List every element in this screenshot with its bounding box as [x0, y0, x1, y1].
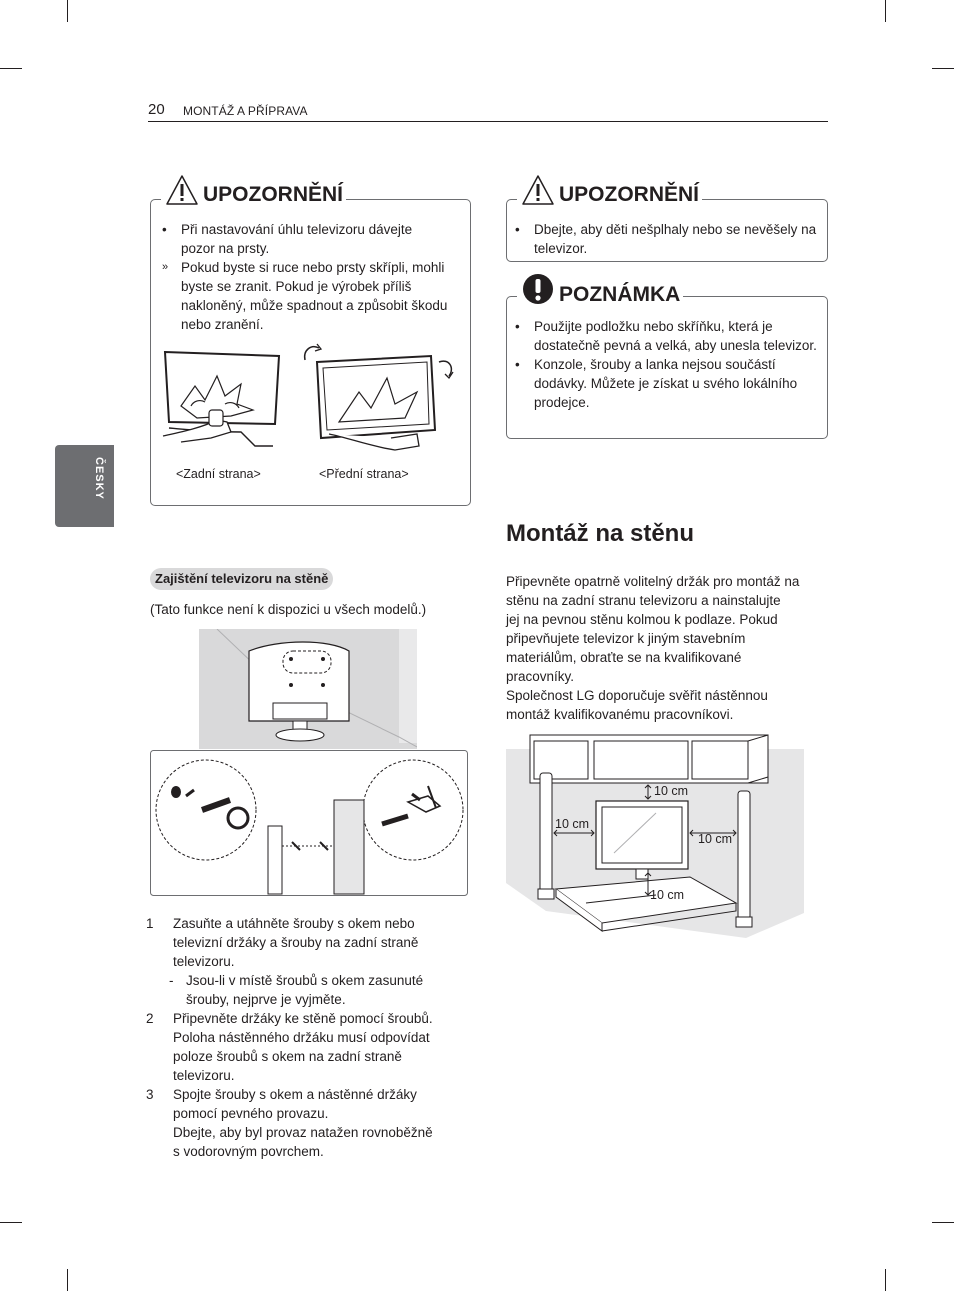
step-line: Spojte šrouby s okem a nástěnné držáky	[173, 1087, 417, 1102]
step-line: poloze šroubů s okem na zadní straně	[173, 1049, 402, 1064]
caution-box-left	[150, 183, 471, 506]
list-item	[515, 317, 820, 355]
warning-triangle-icon	[521, 174, 555, 206]
crop-mark	[885, 0, 886, 22]
bullet-marker: •	[515, 357, 520, 372]
header-divider	[148, 121, 828, 122]
availability-note: (Tato funkce není k dispozici u všech modelů.)	[150, 602, 427, 617]
paragraph-line: Společnost LG doporučuje svěřit nástěnnou	[506, 688, 768, 703]
list-item-text: Dbejte, aby děti nešplhaly nebo se nevěšely na televizor.	[534, 222, 817, 256]
caution-box-right	[506, 183, 828, 262]
step-1-subitem	[146, 971, 466, 1009]
step-line: televizní držáky a šrouby na zadní straně	[173, 935, 419, 950]
step-line: Jsou-li v místě šroubů s okem zasunuté	[186, 973, 424, 988]
securing-heading: Zajištění televizoru na stěně	[150, 568, 333, 590]
step-line: pomocí pevného provazu.	[173, 1106, 329, 1121]
list-item	[162, 220, 462, 258]
crop-mark	[932, 1222, 954, 1223]
clearance-right-label: 10 cm	[698, 832, 733, 846]
crop-mark	[67, 1269, 68, 1291]
crop-mark	[932, 68, 954, 69]
step-line: Připevněte držáky ke stěně pomocí šroubů.	[173, 1011, 433, 1026]
step-2	[146, 1009, 466, 1085]
note-header	[517, 272, 683, 306]
step-line: Poloha nástěnného držáku musí odpovídat	[173, 1030, 430, 1045]
caution-header	[517, 174, 702, 206]
language-label: ČESKY	[93, 457, 105, 500]
paragraph-line: pracovníky.	[506, 669, 575, 684]
step-1	[146, 914, 466, 971]
crop-mark	[885, 1269, 886, 1291]
step-number: 1	[146, 916, 154, 931]
clearance-bottom-label: 10 cm	[650, 888, 685, 902]
bullet-marker: •	[515, 319, 520, 334]
bullet-marker: »	[162, 261, 169, 273]
clearance-left-label: 10 cm	[555, 817, 590, 831]
list-item-text: Pokud byste si ruce nebo prsty skřípli, mohli byste se zranit. Pokud je výrobek příliš nakloněný, může spadnout a způsobit škodu nebo zranění.	[181, 260, 448, 332]
step-line: televizoru.	[173, 954, 235, 969]
caption-front: <Přední strana>	[319, 467, 409, 481]
sub-dash: -	[169, 973, 174, 988]
warning-triangle-icon	[165, 174, 199, 206]
step-line: Dbejte, aby byl provaz natažen rovnoběžně	[173, 1125, 433, 1140]
step-number: 2	[146, 1011, 154, 1026]
exclamation-circle-icon	[521, 272, 555, 306]
tv-front-pinch-illustration	[299, 342, 464, 460]
paragraph-line: jej na pevnou stěnu kolmou k podlaze. Pokud	[506, 612, 778, 627]
step-3	[146, 1085, 466, 1161]
eye-bolt-wall-illustration	[150, 750, 468, 896]
caution-list	[162, 220, 462, 334]
paragraph-line: montáž kvalifikovanému pracovníkovi.	[506, 707, 734, 722]
note-list	[515, 317, 820, 412]
step-line: s vodorovným povrchem.	[173, 1144, 324, 1159]
step-number: 3	[146, 1087, 154, 1102]
caution-header	[161, 174, 346, 206]
securing-steps	[146, 914, 466, 1161]
step-line: Zasuňte a utáhněte šrouby s okem nebo	[173, 916, 415, 931]
crop-mark	[0, 1222, 22, 1223]
tv-back-pinch-illustration	[161, 346, 286, 456]
language-tab	[55, 445, 114, 527]
paragraph-line: připevňujete televizor k jiným stavebním	[506, 631, 746, 646]
paragraph-line: Připevněte opatrně volitelný držák pro montáž na	[506, 574, 800, 589]
paragraph-line: stěnu na zadní stranu televizoru a nainstalujte	[506, 593, 781, 608]
step-line: šrouby, nejprve je vyjměte.	[186, 992, 346, 1007]
step-line: televizoru.	[173, 1068, 235, 1083]
list-item	[162, 258, 462, 334]
list-item	[515, 220, 820, 258]
caption-back: <Zadní strana>	[176, 467, 261, 481]
tv-rear-wall-illustration	[199, 629, 417, 749]
wall-mount-clearance-illustration	[506, 733, 806, 945]
bullet-marker: •	[515, 222, 520, 237]
crop-mark	[0, 68, 22, 69]
page-number: 20	[148, 101, 165, 118]
list-item-text: Použijte podložku nebo skříňku, která je dostatečně pevná a velká, aby unesla televizor.	[534, 319, 817, 353]
wall-mount-title: Montáž na stěnu	[506, 520, 695, 547]
caution-title: UPOZORNĚNÍ	[559, 183, 700, 206]
clearance-top-label: 10 cm	[654, 784, 689, 798]
list-item-text: Při nastavování úhlu televizoru dávejte pozor na prsty.	[181, 222, 413, 256]
caution-title: UPOZORNĚNÍ	[203, 183, 344, 206]
wall-mount-paragraph	[506, 572, 826, 724]
caution-list	[515, 220, 820, 258]
list-item-text: Konzole, šrouby a lanka nejsou součástí dodávky. Můžete je získat u svého lokálního prodejce.	[534, 357, 798, 410]
note-title: POZNÁMKA	[559, 283, 681, 306]
list-item	[515, 355, 820, 412]
crop-mark	[67, 0, 68, 22]
bullet-marker: •	[162, 222, 167, 237]
paragraph-line: materiálům, obraťte se na kvalifikované	[506, 650, 742, 665]
note-box	[506, 283, 828, 439]
section-title: MONTÁŽ A PŘÍPRAVA	[183, 104, 308, 118]
